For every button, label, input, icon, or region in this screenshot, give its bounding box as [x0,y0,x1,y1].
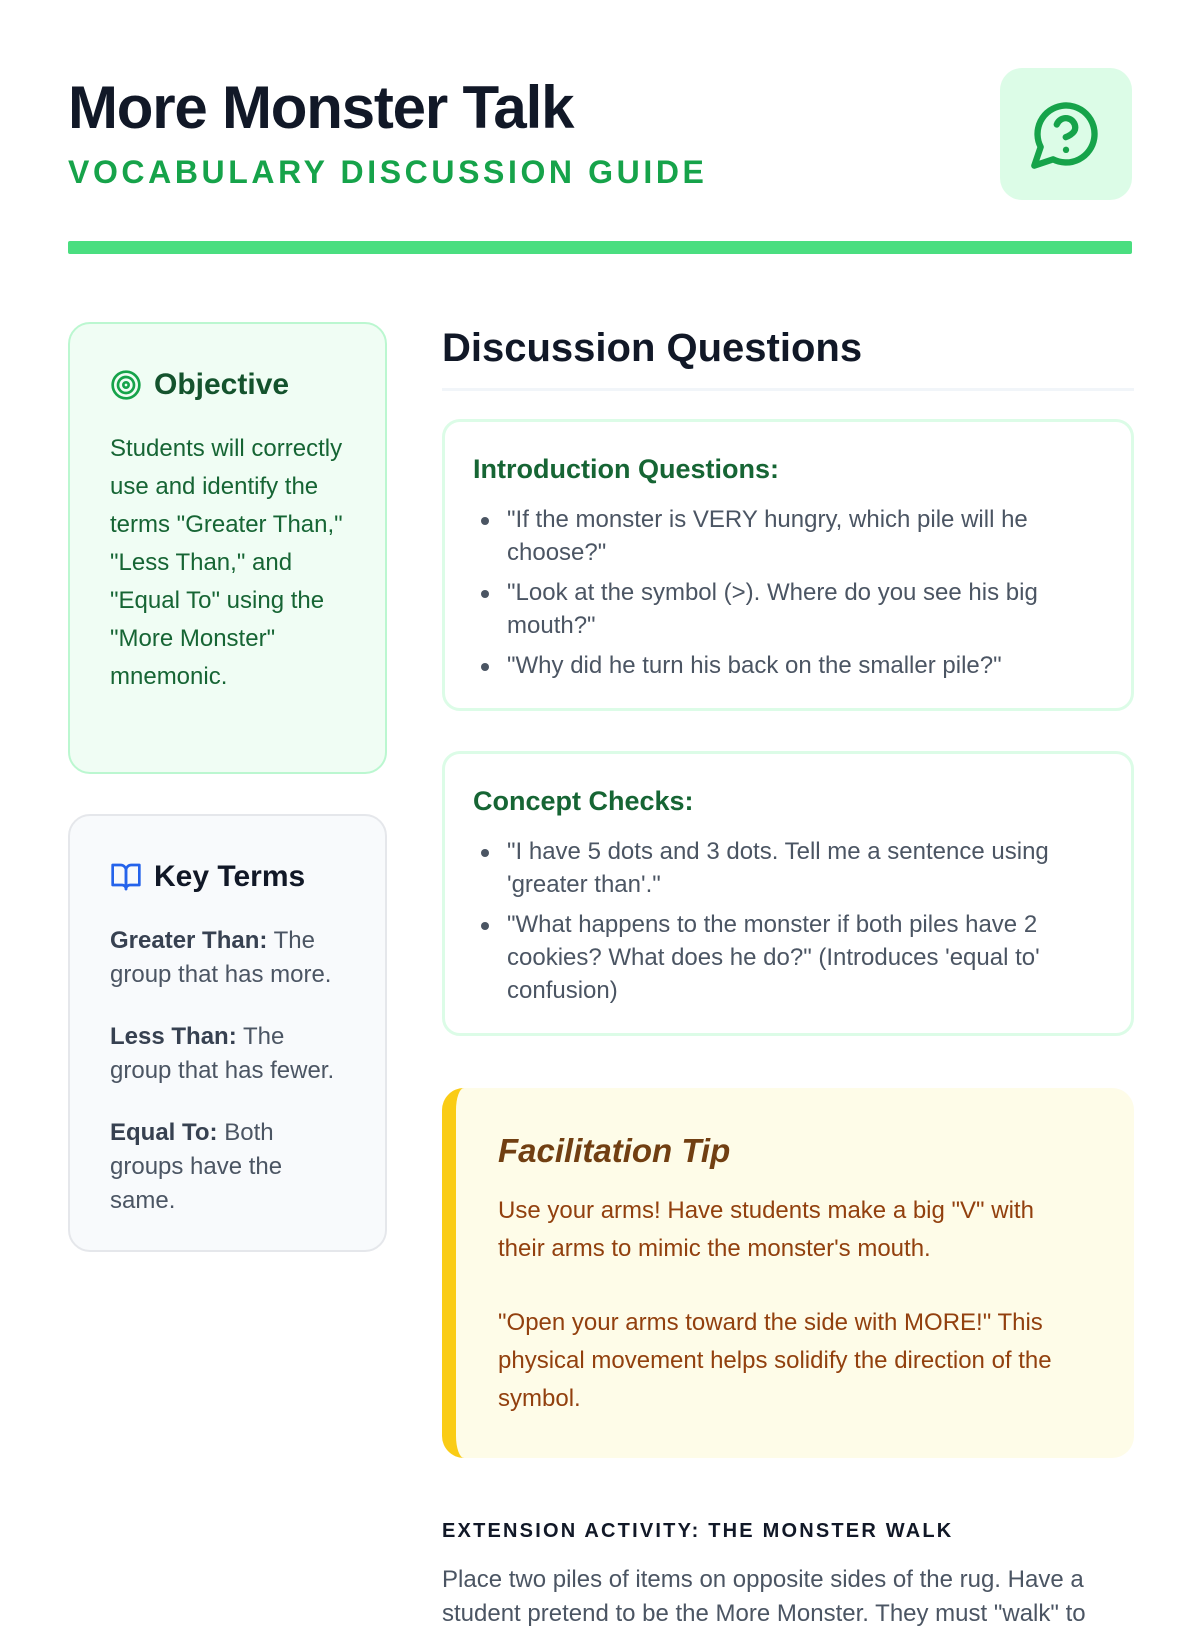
term-definition: Both groups have the same. [110,1119,283,1214]
page-title: More Monster Talk [68,74,574,141]
header [68,0,1132,254]
objective-card [68,322,387,774]
concept-checks-list [473,835,1103,1007]
sidebar [68,322,387,1252]
facilitation-tip-paragraph-1: Use your arms! Have students make a big "V" with their arms to mimic the monster's mouth. [498,1197,1034,1262]
speech-bubble-question-icon [1028,96,1104,172]
introduction-questions-list [473,503,1103,682]
term-label: Greater Than: [110,927,268,954]
extension-activity-title: EXTENSION ACTIVITY: THE MONSTER WALK [442,1520,954,1542]
list-item: "Look at the symbol (>). Where do you see his big mouth?" [473,576,1103,642]
concept-checks-title: Concept Checks: [473,786,694,816]
objective-title: Objective [154,368,290,401]
term-definition: The group that has more. [110,927,332,988]
objective-header [110,368,345,402]
concept-checks-card [442,751,1134,1036]
header-divider [68,241,1132,254]
list-item: "I have 5 dots and 3 dots. Tell me a sentence using 'greater than'." [473,835,1103,901]
open-book-icon [110,861,142,893]
list-item: "What happens to the monster if both piles have 2 cookies? What does he do?" (Introduces 'equal to' confusion) [473,908,1103,1007]
key-terms-title: Key Terms [154,860,306,893]
extension-activity-text: Place two piles of items on opposite sides of the rug. Have a student pretend to be the More Monster. They must "walk" to [442,1566,1086,1627]
term-definition: The group that has fewer. [110,1023,335,1084]
target-icon [110,369,142,401]
term-equal-to [110,1116,345,1218]
facilitation-tip-callout [442,1088,1134,1458]
page-subtitle: VOCABULARY DISCUSSION GUIDE [68,154,708,190]
key-terms-card [68,814,387,1252]
term-less-than [110,1020,345,1088]
header-badge [1000,68,1132,200]
main-content [442,322,1134,1631]
facilitation-tip-title: Facilitation Tip [498,1132,731,1169]
term-label: Equal To: [110,1119,218,1146]
introduction-questions-title: Introduction Questions: [473,454,779,484]
list-item: "Why did he turn his back on the smaller pile?" [473,649,1103,682]
introduction-questions-card [442,419,1134,711]
term-label: Less Than: [110,1023,237,1050]
section-title: Discussion Questions [442,326,863,370]
key-terms-header [110,860,345,894]
list-item: "If the monster is VERY hungry, which pile will he choose?" [473,503,1103,569]
term-greater-than [110,924,345,992]
facilitation-tip-paragraph-2: "Open your arms toward the side with MORE!" This physical movement helps solidify the direction of the symbol. [498,1309,1052,1412]
section-divider [442,388,1134,391]
objective-text: Students will correctly use and identify the terms "Greater Than," "Less Than," and "Equal To" using the "More Monster" mnemonic. [110,435,343,690]
